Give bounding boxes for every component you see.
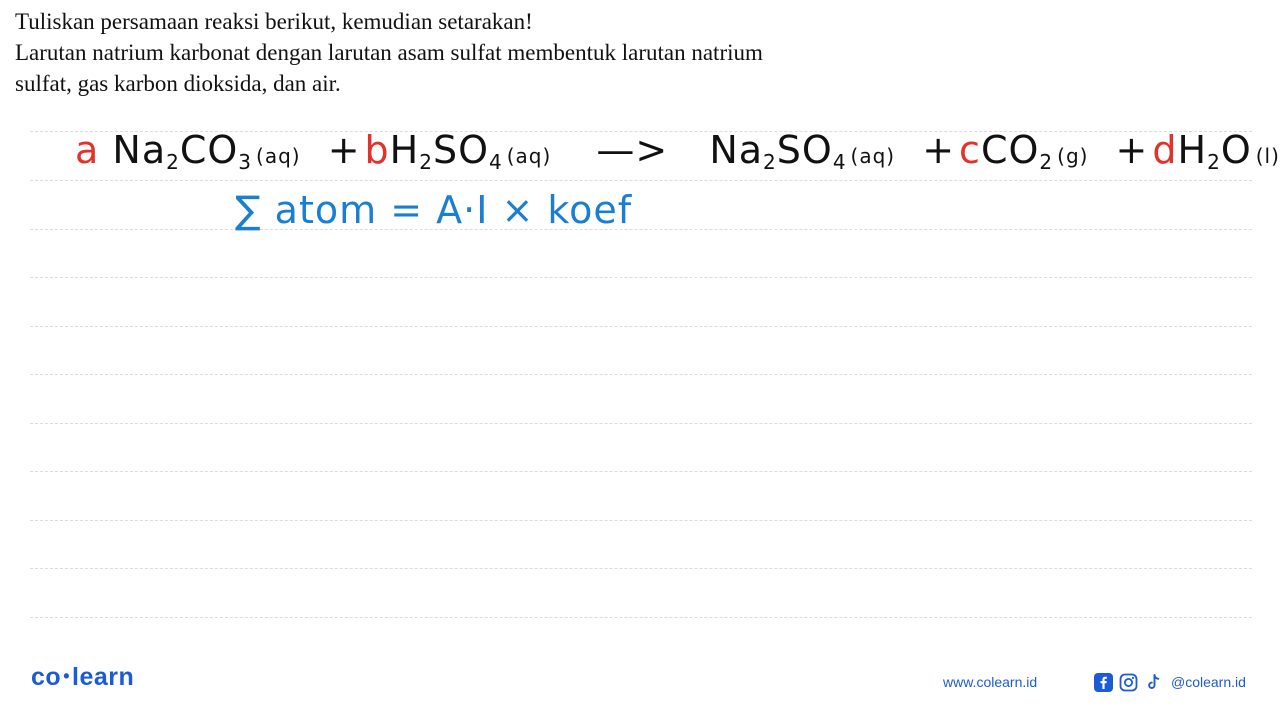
ruled-line	[30, 520, 1252, 521]
product-1: $Na_2SO_4$	[709, 128, 847, 174]
question-instruction: Tuliskan persamaan reaksi berikut, kemudian setarakan!	[15, 9, 533, 34]
ruled-lines	[30, 0, 1252, 720]
plus-sign: +	[327, 128, 361, 172]
plus-sign: +	[1115, 128, 1149, 172]
instagram-icon[interactable]	[1119, 673, 1138, 692]
coefficient-b: b	[364, 128, 390, 172]
ruled-line	[30, 277, 1252, 278]
product-2: $CO_2$	[980, 128, 1054, 174]
facebook-icon[interactable]	[1094, 673, 1113, 692]
plus-sign: +	[922, 128, 956, 172]
reactant-2: $H_2SO_4$	[389, 128, 503, 174]
ruled-line	[30, 471, 1252, 472]
product-3: $H_2O$	[1177, 128, 1252, 174]
state-label: (l)	[1255, 144, 1280, 168]
colearn-logo[interactable]: co •learn	[31, 663, 135, 691]
state-label: (aq)	[850, 144, 896, 168]
state-label: (aq)	[506, 144, 552, 168]
reactant-1: $Na_2CO_3$	[112, 128, 253, 174]
handwritten-equation	[75, 128, 1280, 174]
website-link[interactable]: www.colearn.id	[943, 674, 1038, 690]
handwritten-work	[75, 128, 1280, 258]
footer	[0, 655, 1280, 705]
ruled-line	[30, 617, 1252, 618]
ruled-line	[30, 374, 1252, 375]
coefficient-a: a	[75, 128, 100, 172]
coefficient-c: c	[959, 128, 981, 172]
ruled-line	[30, 423, 1252, 424]
question-line-2: sulfat, gas karbon dioksida, dan air.	[15, 71, 341, 96]
reaction-arrow: —>	[596, 128, 669, 172]
ruled-line	[30, 326, 1252, 327]
ruled-line	[30, 568, 1252, 569]
state-label: (g)	[1057, 144, 1089, 168]
state-label: (aq)	[256, 144, 301, 168]
handwritten-note: ∑ atom = A·I × koef	[235, 188, 633, 232]
social-links	[1094, 670, 1246, 694]
tiktok-icon[interactable]	[1144, 673, 1163, 692]
logo-dot-icon: •	[63, 666, 70, 686]
coefficient-d: d	[1152, 128, 1178, 172]
question-line-1: Larutan natrium karbonat dengan larutan asam sulfat membentuk larutan natrium	[15, 40, 763, 65]
social-handle[interactable]: @colearn.id	[1171, 674, 1246, 690]
